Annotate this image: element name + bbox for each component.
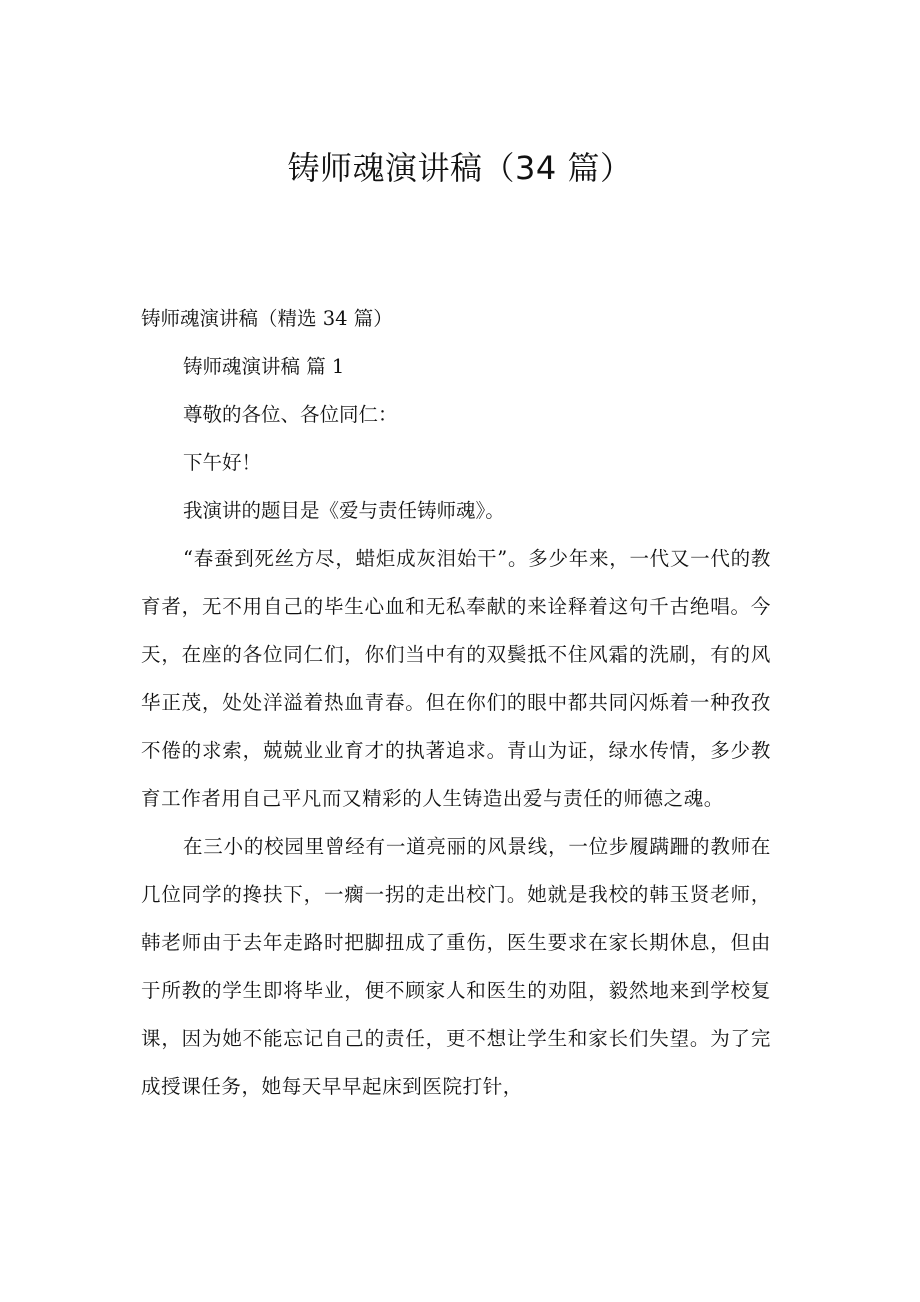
- paragraph: “春蚕到死丝方尽，蜡炬成灰泪始干”。多少年来，一代又一代的教育者，无不用自己的毕生心血和无私奉献的来诠释着这句千古绝唱。今天，在座的各位同仁们，你们当中有的双鬓抵不住风霜的洗刷，有的风华正茂，处处洋溢着热血青春。但在你们的眼中都共同闪烁着一种孜孜不倦的求索，兢兢业业育才的执著追求。青山为证，绿水传情，多少教育工作者用自己平凡而又精彩的人生铸造出爱与责任的师德之魂。: [141, 547, 771, 810]
- document-body: [141, 295, 771, 1111]
- greeting-line: 尊敬的各位、各位同仁：: [183, 403, 398, 426]
- topic-line: 我演讲的题目是《爱与责任铸师魂》。: [183, 499, 505, 522]
- document-title: 铸师魂演讲稿（34 篇）: [287, 149, 633, 187]
- paragraph: 在三小的校园里曾经有一道亮丽的风景线，一位步履蹒跚的教师在几位同学的搀扶下，一瘸一拐的走出校门。她就是我校的韩玉贤老师，韩老师由于去年走路时把脚扭成了重伤，医生要求在家长期休息，但由于所教的学生即将毕业，便不顾家人和医生的劝阻，毅然地来到学校复课，因为她不能忘记自己的责任，更不想让学生和家长们失望。为了完成授课任务，她每天早早起床到医院打针，: [141, 835, 771, 1098]
- salutation-line: 下午好！: [183, 451, 262, 474]
- section-heading: 铸师魂演讲稿 篇 1: [183, 355, 345, 378]
- document-subtitle: 铸师魂演讲稿（精选 34 篇）: [141, 307, 393, 330]
